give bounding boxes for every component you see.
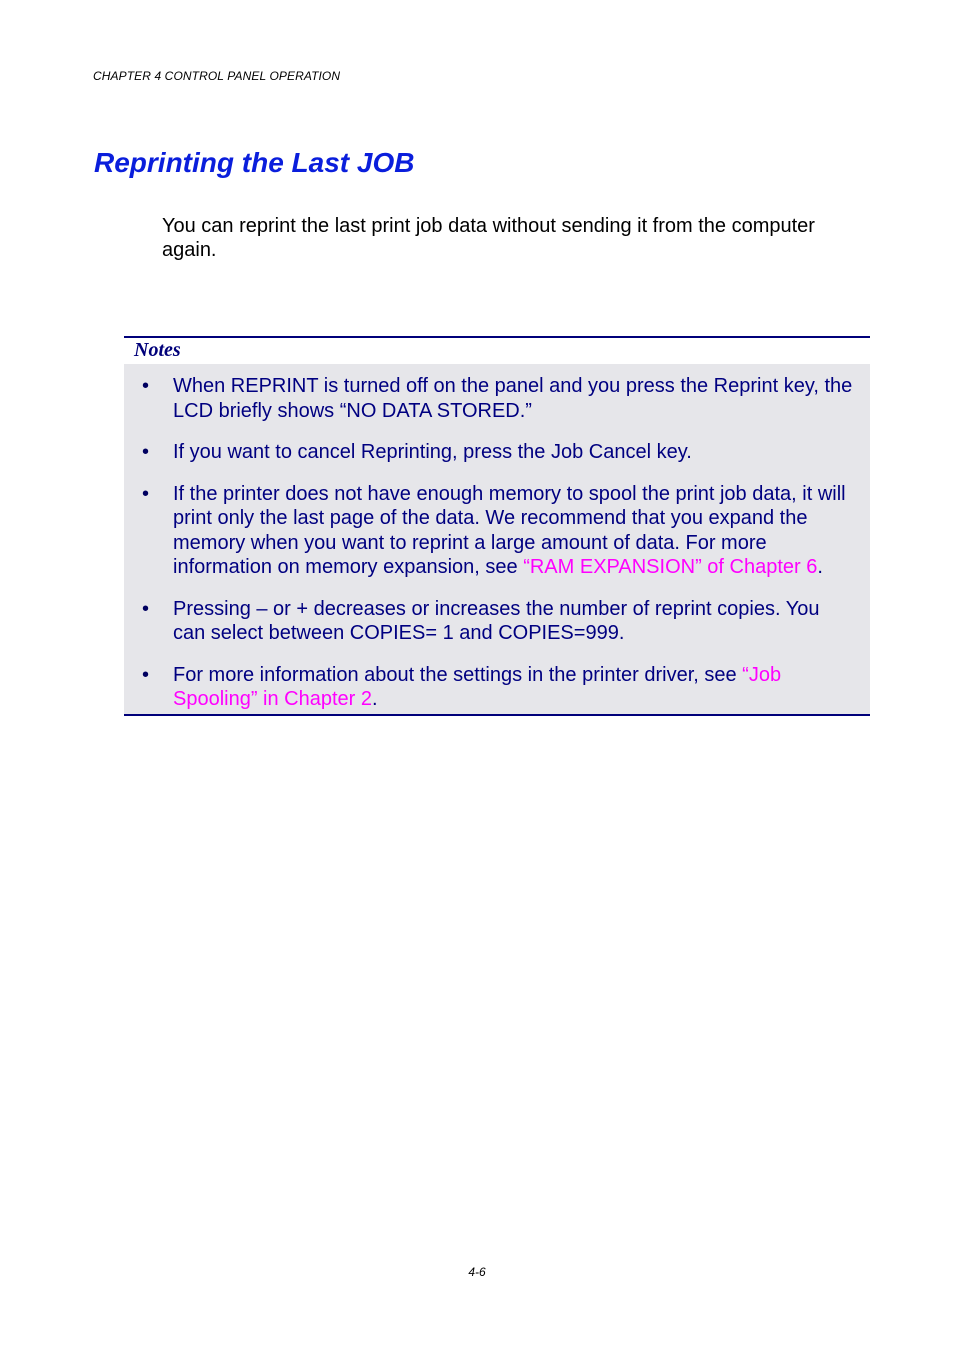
running-header: CHAPTER 4 CONTROL PANEL OPERATION (93, 69, 341, 83)
note-item (124, 663, 870, 712)
note-text-end: . (372, 688, 378, 710)
note-item (124, 597, 870, 646)
bullet-icon: • (142, 441, 150, 463)
notes-list (124, 374, 870, 729)
intro-paragraph: You can reprint the last print job data without sending it from the computer again. (162, 215, 815, 261)
note-item (124, 440, 870, 465)
bullet-icon: • (142, 663, 150, 686)
notes-box (124, 336, 870, 716)
note-item (124, 482, 870, 580)
job-spooling-link[interactable]: “Job Spooling” in Chapter 2 (173, 663, 782, 710)
note-text: Pressing – or + decreases or increases the number of reprint copies. You can select between COPIES= 1 and COPIES=999. (173, 597, 820, 644)
bullet-icon: • (142, 597, 150, 620)
note-text: For more information about the settings in the printer driver, see (173, 663, 743, 686)
note-text: If you want to cancel Reprinting, press the Job Cancel key. (173, 441, 692, 463)
note-item (124, 374, 870, 423)
note-text: If the printer does not have enough memory to spool the print job data, it will print only the last page of the data. We recommend that you expand the memory when you want to reprint a large amount of data. For more information on memory expansion, see (173, 482, 846, 578)
note-text: When REPRINT is turned off on the panel and you press the Reprint key, the LCD briefly shows “NO DATA STORED.” (173, 375, 853, 422)
section-title: Reprinting the Last JOB (94, 147, 415, 178)
bullet-icon: • (142, 375, 150, 397)
bullet-icon: • (142, 482, 150, 505)
notes-label: Notes (134, 339, 181, 361)
page-number: 4-6 (468, 1265, 486, 1279)
ram-expansion-link[interactable]: “RAM EXPANSION” of Chapter 6 (523, 556, 818, 578)
note-text-end: . (817, 556, 823, 578)
